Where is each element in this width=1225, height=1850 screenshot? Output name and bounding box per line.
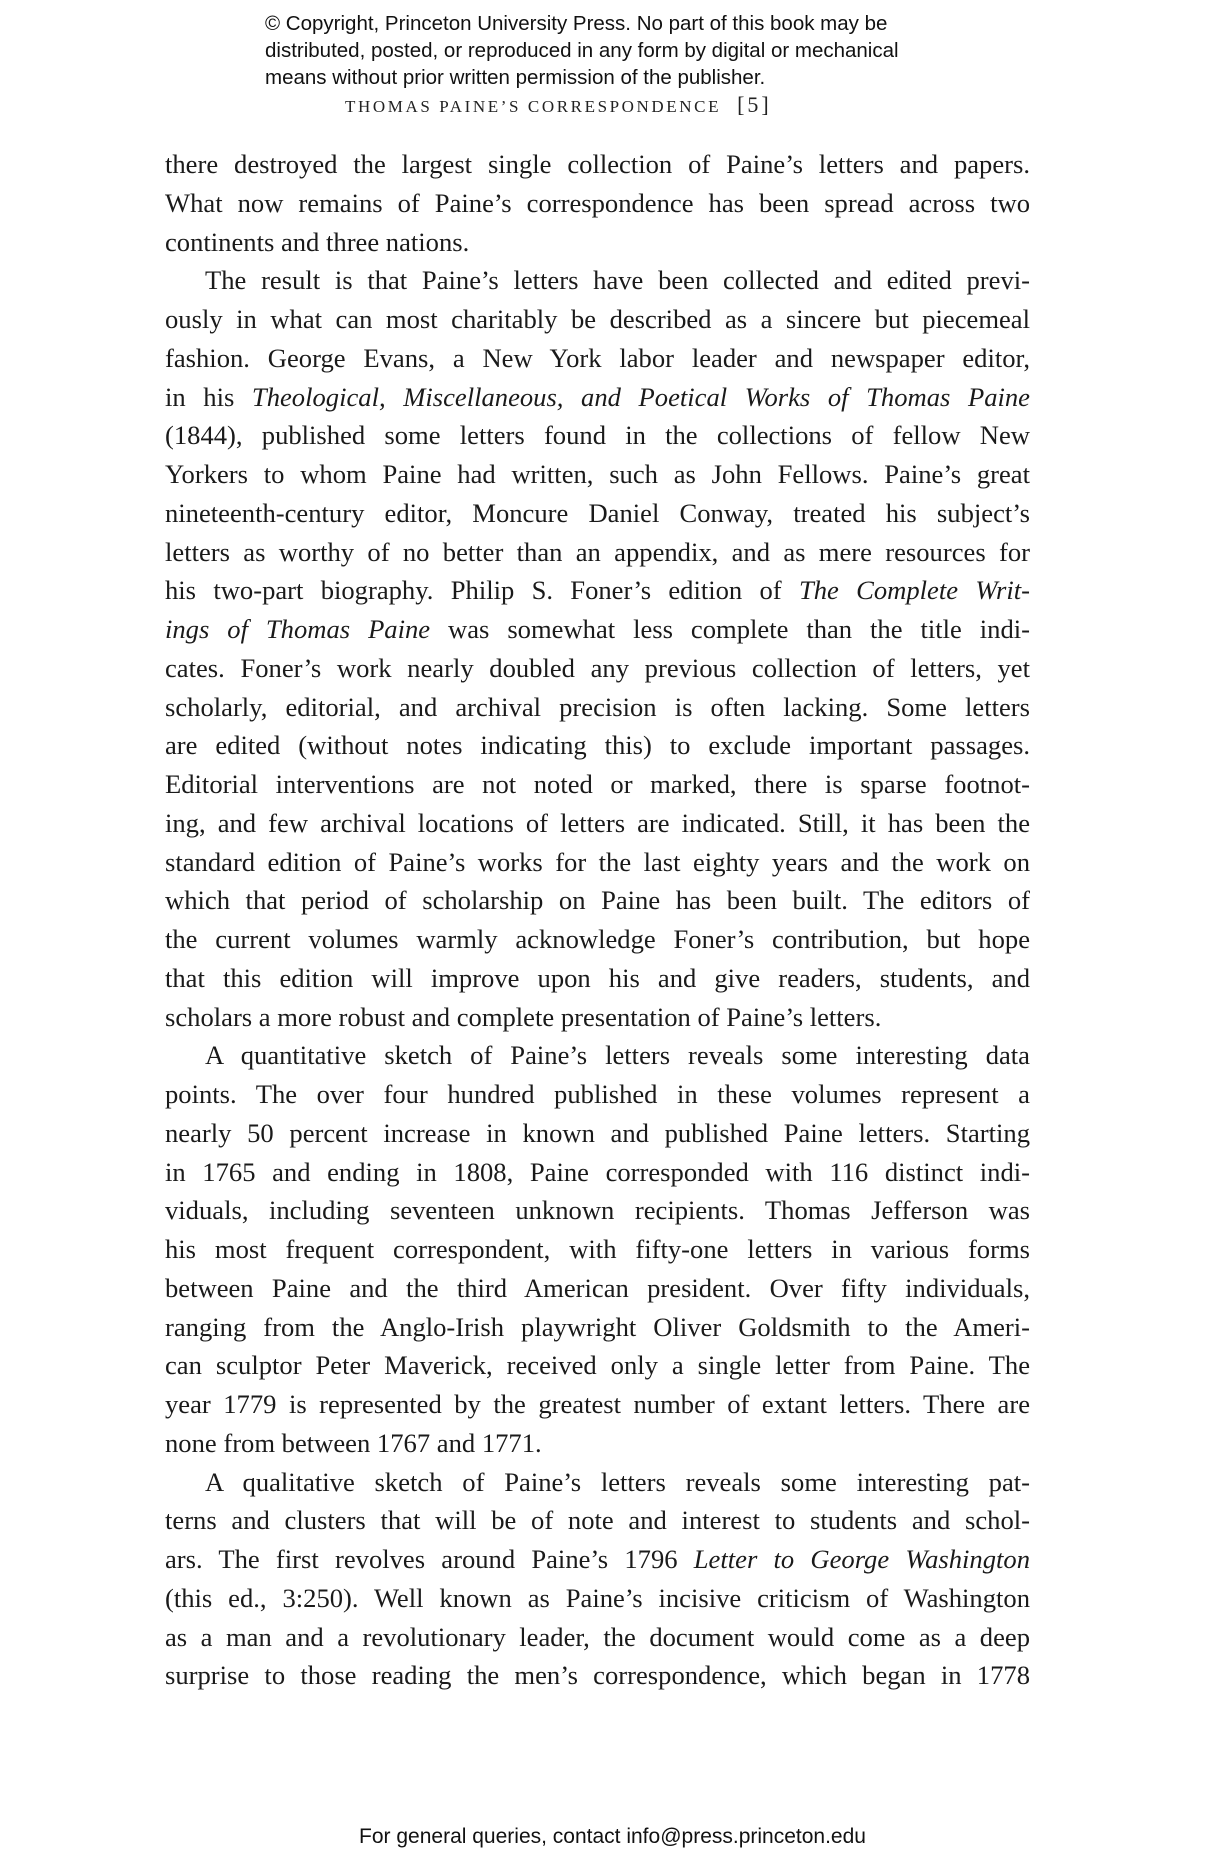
text-line: [165, 571, 1030, 610]
book-title-italic: Letter to George Washington: [693, 1544, 1030, 1574]
body-text: [165, 145, 1030, 1695]
text-line: continents and three nations.: [165, 226, 470, 257]
book-title-italic: ings of Thomas Paine: [165, 614, 431, 644]
text-line: surprise to those reading the men’s correspondence, which began in 1778: [165, 1660, 1030, 1691]
text-line: fashion. George Evans, a New York labor leader and newspaper editor,: [165, 342, 1030, 373]
text-line: scholarly, editorial, and archival precision is often lacking. Some letters: [165, 691, 1030, 722]
text-line: standard edition of Paine’s works for the last eighty years and the work on: [165, 846, 1030, 877]
text-line: there destroyed the largest single collection of Paine’s letters and papers.: [165, 149, 1030, 179]
running-head: [345, 92, 772, 118]
page-number: [5]: [737, 92, 772, 117]
text-line: are edited (without notes indicating this) to exclude important passages.: [165, 730, 1030, 761]
text-line: points. The over four hundred published in these volumes represent a: [165, 1079, 1030, 1109]
running-head-title: THOMAS PAINE’S CORRESPONDENCE: [345, 97, 722, 116]
text-line: the current volumes warmly acknowledge Foner’s contribution, but hope: [165, 924, 1030, 954]
text-line: nearly 50 percent increase in known and published Paine letters. Starting: [165, 1117, 1030, 1148]
text-line: scholars a more robust and complete presentation of Paine’s letters.: [165, 1001, 882, 1032]
text-line: that this edition will improve upon his and give readers, students, and: [165, 962, 1030, 993]
text-line: ranging from the Anglo-Irish playwright Oliver Goldsmith to the Ameri-: [165, 1311, 1030, 1342]
text-fragment: ars. The first revolves around Paine’s 1796: [165, 1544, 694, 1574]
text-line: none from between 1767 and 1771.: [165, 1427, 542, 1458]
text-line: A qualitative sketch of Paine’s letters reveals some interesting pat-: [205, 1466, 1030, 1497]
text-line: Editorial interventions are not noted or marked, there is sparse footnot-: [165, 769, 1030, 799]
text-line: viduals, including seventeen unknown recipients. Thomas Jefferson was: [165, 1195, 1030, 1226]
text-line: [165, 1540, 1030, 1579]
text-line: which that period of scholarship on Paine has been built. The editors of: [165, 885, 1030, 916]
text-line: as a man and a revolutionary leader, the document would come as a deep: [165, 1621, 1030, 1652]
text-line: year 1779 is represented by the greatest number of extant letters. There are: [165, 1389, 1030, 1419]
text-line: (this ed., 3:250). Well known as Paine’s incisive criticism of Washington: [165, 1582, 1030, 1613]
text-line: A quantitative sketch of Paine’s letters reveals some interesting data: [205, 1040, 1030, 1071]
text-fragment: his two-part biography. Philip S. Foner’s edition of: [165, 575, 799, 606]
text-line: ing, and few archival locations of letters are indicated. Still, it has been the: [165, 807, 1030, 838]
footer-contact: For general queries, contact info@press.princeton.edu: [359, 1825, 866, 1848]
text-line: cates. Foner’s work nearly doubled any previous collection of letters, yet: [165, 652, 1030, 683]
text-line: his most frequent correspondent, with fifty-one letters in various forms: [165, 1234, 1030, 1264]
copyright-notice: [265, 10, 1025, 91]
text-line: [165, 610, 1030, 649]
text-fragment: was somewhat less complete than the title indi-: [430, 614, 1030, 644]
copyright-line-1: © Copyright, Princeton University Press. No part of this book may be: [265, 12, 888, 35]
text-line: The result is that Paine’s letters have been collected and edited previ-: [205, 265, 1030, 296]
text-line: in 1765 and ending in 1808, Paine corresponded with 116 distinct indi-: [165, 1156, 1030, 1187]
text-line: [165, 378, 1030, 417]
copyright-line-3: means without prior written permission of the publisher.: [265, 66, 766, 89]
book-title-italic: Theological, Miscellaneous, and Poetical Works of Thomas Paine: [251, 381, 1030, 412]
book-title-italic: The Complete Writ-: [798, 575, 1030, 606]
copyright-line-2: distributed, posted, or reproduced in any form by digital or mechanical: [265, 39, 899, 62]
text-line: nineteenth-century editor, Moncure Daniel Conway, treated his subject’s: [165, 497, 1030, 528]
text-fragment: in his: [165, 381, 252, 412]
text-line: between Paine and the third American president. Over fifty individuals,: [165, 1272, 1030, 1303]
text-line: What now remains of Paine’s correspondence has been spread across two: [165, 187, 1030, 218]
text-line: (1844), published some letters found in the collections of fellow New: [165, 420, 1030, 451]
text-line: ously in what can most charitably be described as a sincere but piecemeal: [165, 304, 1030, 334]
text-line: letters as worthy of no better than an appendix, and as mere resources for: [165, 536, 1030, 567]
text-line: Yorkers to whom Paine had written, such as John Fellows. Paine’s great: [165, 459, 1030, 489]
text-line: terns and clusters that will be of note and interest to students and schol-: [165, 1505, 1030, 1536]
text-line: can sculptor Peter Maverick, received only a single letter from Paine. The: [165, 1350, 1030, 1381]
